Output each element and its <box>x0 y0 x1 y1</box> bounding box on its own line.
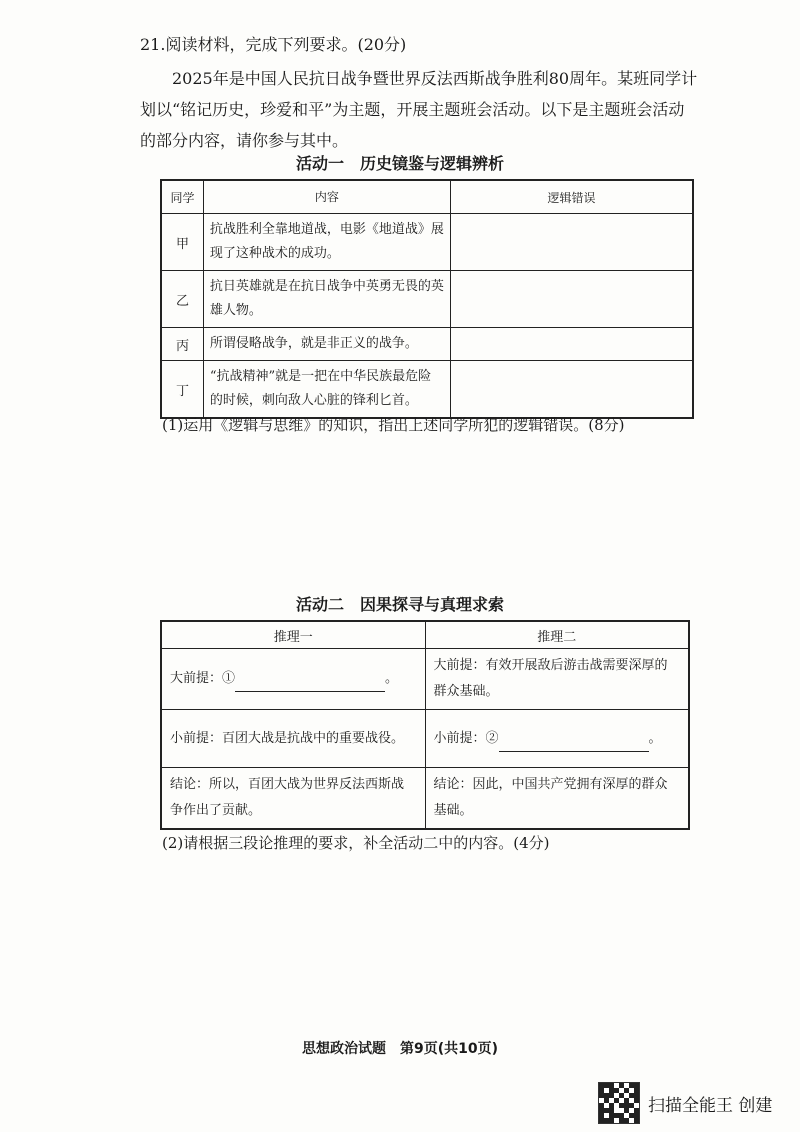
activity1-table <box>160 179 694 419</box>
row-student: 甲 <box>161 214 203 271</box>
col-header-reasoning-2: 推理二 <box>425 621 689 649</box>
table-row <box>161 271 693 328</box>
question-title: 21.阅读材料，完成下列要求。(20分) <box>140 35 407 54</box>
row-error-answer[interactable] <box>450 271 693 328</box>
activity1-heading: 活动一 历史镜鉴与逻辑辨析 <box>295 154 504 173</box>
r1-conclusion: 结论：所以，百团大战为世界反法西斯战争作出了贡献。 <box>161 768 425 830</box>
r2-minor-period: 。 <box>648 730 662 746</box>
r2-major-premise: 大前提：有效开展敌后游击战需要深厚的群众基础。 <box>425 649 689 710</box>
answer-blank-1[interactable] <box>235 675 385 692</box>
activity2-heading: 活动二 因果探寻与真理求索 <box>295 595 504 614</box>
r1-major-period: 。 <box>385 671 399 686</box>
row-content: 所谓侵略战争，就是非正义的战争。 <box>203 328 450 361</box>
col-header-reasoning-1: 推理一 <box>161 621 425 649</box>
r2-conclusion: 结论：因此，中国共产党拥有深厚的群众基础。 <box>425 768 689 830</box>
r2-minor-label: 小前提：② <box>433 730 499 746</box>
r1-minor-premise: 小前提：百团大战是抗战中的重要战役。 <box>161 710 425 768</box>
col-header-content: 内容 <box>203 180 450 214</box>
table-row <box>161 328 693 361</box>
r2-minor-premise <box>425 710 689 768</box>
row-student: 丙 <box>161 328 203 361</box>
row-error-answer[interactable] <box>450 361 693 419</box>
sub-question-1: (1)运用《逻辑与思维》的知识，指出上述同学所犯的逻辑错误。(8分) <box>162 416 625 434</box>
row-error-answer[interactable] <box>450 214 693 271</box>
table-row <box>161 214 693 271</box>
row-content: 抗日英雄就是在抗日战争中英勇无畏的英雄人物。 <box>203 271 450 328</box>
qr-code-icon <box>598 1082 640 1124</box>
scanner-watermark <box>598 1082 772 1124</box>
row-student: 乙 <box>161 271 203 328</box>
r1-major-premise <box>161 649 425 710</box>
answer-blank-2[interactable] <box>499 735 649 752</box>
table-row <box>161 361 693 419</box>
activity2-table <box>160 620 690 830</box>
r1-major-label: 大前提：① <box>170 671 236 686</box>
sub-question-2: (2)请根据三段论推理的要求，补全活动二中的内容。(4分) <box>162 834 550 852</box>
row-student: 丁 <box>161 361 203 419</box>
row-error-answer[interactable] <box>450 328 693 361</box>
page-footer: 思想政治试题 第9页(共10页) <box>301 1041 499 1057</box>
col-header-error: 逻辑错误 <box>450 180 693 214</box>
col-header-student: 同学 <box>161 180 203 214</box>
question-intro: 2025年是中国人民抗日战争暨世界反法西斯战争胜利80周年。某班同学计划以“铭记历史，珍爱和平”为主题，开展主题班会活动。以下是主题班会活动的部分内容，请你参与其中。 <box>140 69 698 150</box>
row-content: “抗战精神”就是一把在中华民族最危险的时候，刺向敌人心脏的锋利匕首。 <box>203 361 450 419</box>
watermark-text: 扫描全能王 创建 <box>648 1095 773 1116</box>
row-content: 抗战胜利全靠地道战，电影《地道战》展现了这种战术的成功。 <box>203 214 450 271</box>
